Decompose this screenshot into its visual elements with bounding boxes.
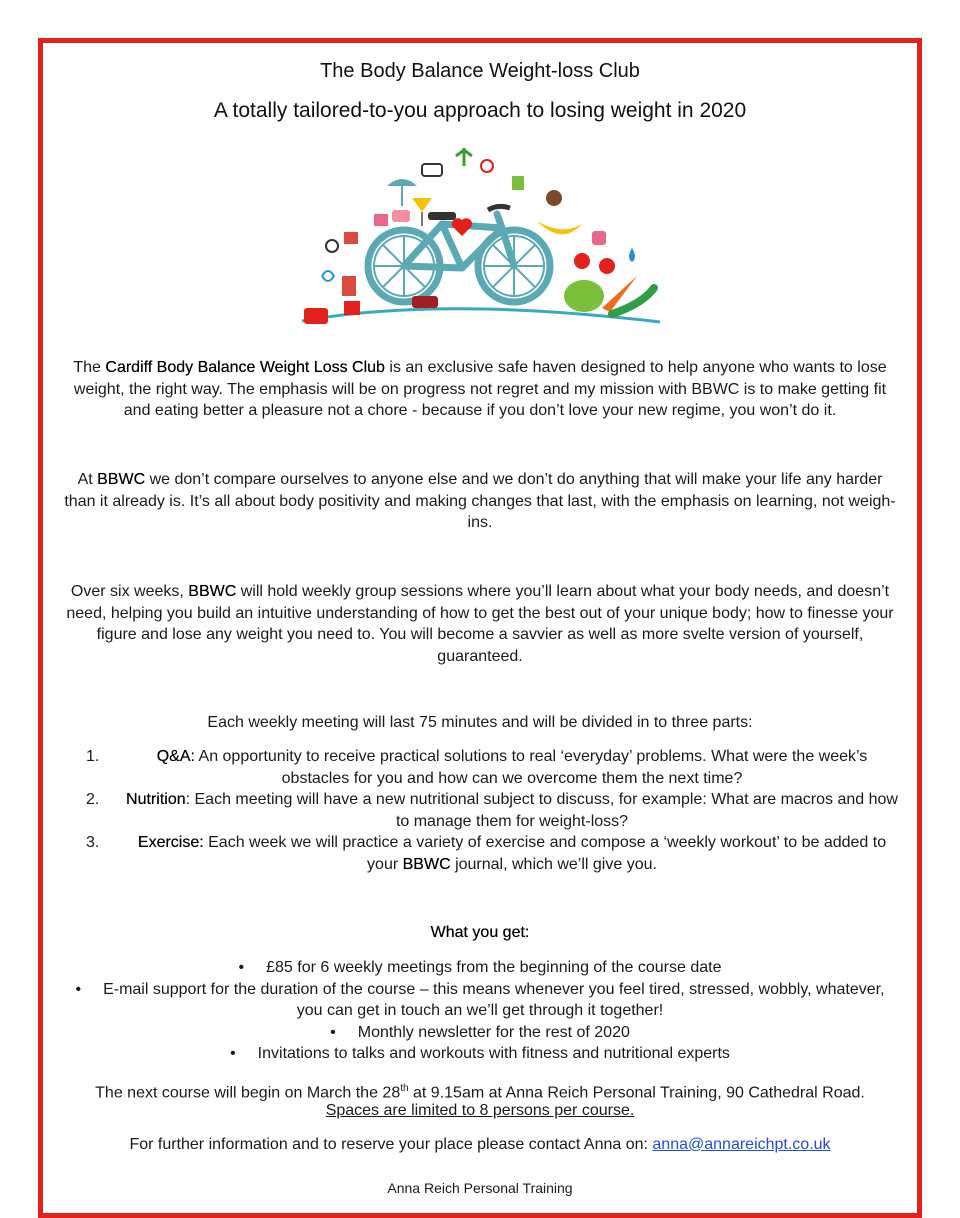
bullet-icon: •: [238, 959, 245, 976]
philosophy-paragraph: At BBWC we don’t compare ourselves to anyone else and we don’t do anything that will make your life any harder than it already is. It’s all about body positivity and making changes that last, with the emphasis on learning, not weigh-ins.: [64, 471, 896, 531]
next-course-info: The next course will begin on March the 28th at 9.15am at Anna Reich Personal Training, 90 Cathedral Road.: [95, 1083, 865, 1102]
bullet-icon: •: [75, 980, 82, 998]
bullet-icon: •: [330, 1023, 336, 1041]
list-item: • Invitations to talks and workouts with fitness and nutritional experts: [230, 1045, 730, 1062]
list-item: • £85 for 6 weekly meetings from the beginning of the course date: [238, 959, 722, 976]
list-item: 3. Exercise: Each week we will practice a variety of exercise and compose a ‘weekly workout’ to be added to your BBWC journal, which we’ll give you.: [86, 834, 887, 873]
list-item: 2. Nutrition: Each meeting will have a new nutritional subject to discuss, for example: What are macros and how to manage them for weight-loss?: [86, 791, 898, 830]
list-item: • E-mail support for the duration of the course – this means whenever you feel tired, stressed, wobbly, whatever, you can get in touch an we’ll get through it together!: [75, 980, 885, 1019]
document-title: The Body Balance Weight-loss Club: [320, 60, 640, 82]
what-you-get-heading: What you get:: [430, 924, 530, 941]
contact-line: For further information and to reserve your place please contact Anna on: anna@annareichpt.co.uk: [129, 1136, 831, 1153]
health-bicycle-illustration: [292, 136, 670, 336]
list-item: • Monthly newsletter for the rest of 2020: [330, 1023, 630, 1041]
email-link[interactable]: anna@annareichpt.co.uk: [652, 1136, 831, 1153]
document-subtitle: A totally tailored-to-you approach to losing weight in 2020: [213, 99, 747, 122]
benefits-list: [62, 957, 898, 1065]
intro-paragraph: The Cardiff Body Balance Weight Loss Club is an exclusive safe haven designed to help anyone who wants to lose weight, the right way. The emphasis will be on progress not regret and my mission with BBWC is to make getting fit and eating better a pleasure not a chore - because if you don’t love your new regime, you won’t do it.: [73, 359, 887, 419]
program-paragraph: Over six weeks, BBWC will hold weekly group sessions where you’ll learn about what your body needs, and doesn’t need, helping you build an intuitive understanding of how to get the best out of your unique body; how to finesse your figure and lose any weight you need to. You will become a savvier as well as more svelte version of yourself, guaranteed.: [66, 583, 894, 665]
spaces-limit-note: Spaces are limited to 8 persons per course.: [325, 1102, 635, 1119]
bullet-icon: •: [230, 1045, 236, 1062]
list-item: 1. Q&A: An opportunity to receive practical solutions to real ‘everyday’ problems. What were the week’s obstacles for you and how can we overcome them the next time?: [86, 748, 868, 787]
meeting-parts-list: [86, 746, 898, 875]
meeting-intro: Each weekly meeting will last 75 minutes and will be divided in to three parts:: [207, 714, 753, 731]
footer-signature: Anna Reich Personal Training: [387, 1180, 573, 1196]
